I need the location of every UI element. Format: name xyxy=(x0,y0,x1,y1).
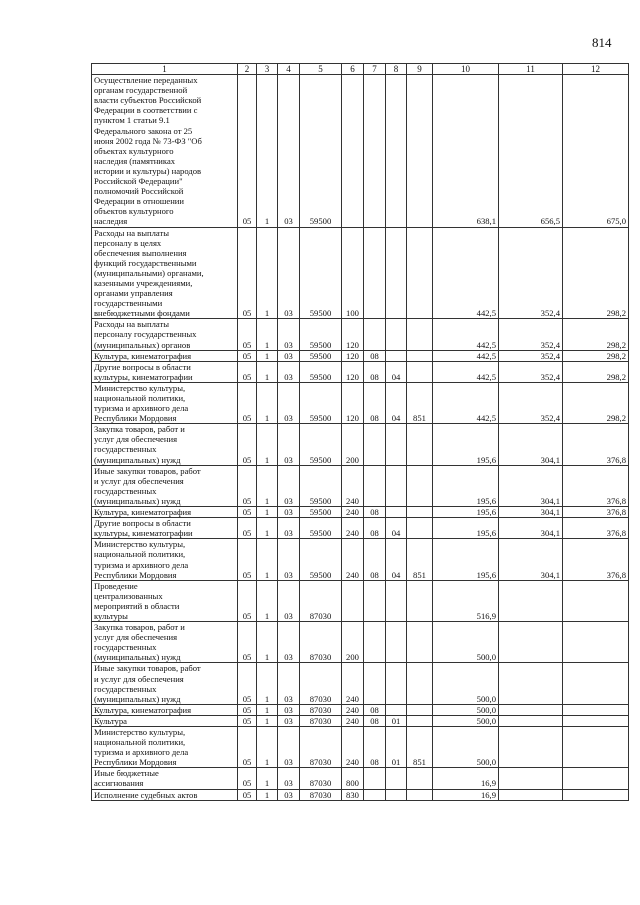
expense-type-cell: 120 xyxy=(342,382,364,423)
subsection-cell: 1 xyxy=(257,663,278,704)
amount-year1-cell: 442,5 xyxy=(433,350,499,361)
table-row xyxy=(92,227,629,319)
target-code-cell: 87030 xyxy=(300,622,342,663)
table-row xyxy=(92,507,629,518)
subsection-cell: 1 xyxy=(257,727,278,768)
expense-type-cell xyxy=(342,75,364,227)
row-name-cell: Министерство культуры, национальной политики, туризма и архивного дела Республики Мордовия xyxy=(92,382,238,423)
amount-year2-cell: 304,1 xyxy=(499,465,563,506)
subsection-code-cell: 04 xyxy=(386,539,407,580)
amount-year1-cell: 195,6 xyxy=(433,539,499,580)
column-header: 9 xyxy=(407,64,433,75)
target-code-cell: 59500 xyxy=(300,227,342,319)
amount-year1-cell: 195,6 xyxy=(433,507,499,518)
item-cell: 03 xyxy=(278,361,300,382)
row-name-cell: Министерство культуры, национальной политики, туризма и архивного дела Республики Мордовия xyxy=(92,727,238,768)
table-row xyxy=(92,789,629,800)
target-code-cell: 87030 xyxy=(300,789,342,800)
column-header: 2 xyxy=(238,64,257,75)
table-header-row xyxy=(92,64,629,75)
ministry-code-cell xyxy=(407,789,433,800)
amount-year2-cell xyxy=(499,727,563,768)
subsection-code-cell: 04 xyxy=(386,518,407,539)
amount-year3-cell: 376,8 xyxy=(563,424,629,465)
section-code-cell: 08 xyxy=(364,350,386,361)
subsection-code-cell xyxy=(386,704,407,715)
ministry-code-cell xyxy=(407,580,433,621)
amount-year3-cell: 298,2 xyxy=(563,227,629,319)
section-cell: 05 xyxy=(238,507,257,518)
amount-year1-cell: 516,9 xyxy=(433,580,499,621)
subsection-cell: 1 xyxy=(257,319,278,350)
ministry-code-cell xyxy=(407,507,433,518)
row-name-cell: Культура xyxy=(92,715,238,726)
table-row xyxy=(92,768,629,789)
amount-year3-cell: 376,8 xyxy=(563,465,629,506)
ministry-code-cell xyxy=(407,465,433,506)
subsection-cell: 1 xyxy=(257,580,278,621)
row-name-cell: Расходы на выплаты персоналу государственных (муниципальных) органов xyxy=(92,319,238,350)
subsection-code-cell xyxy=(386,663,407,704)
subsection-cell: 1 xyxy=(257,361,278,382)
amount-year1-cell: 195,6 xyxy=(433,518,499,539)
amount-year2-cell xyxy=(499,663,563,704)
subsection-cell: 1 xyxy=(257,622,278,663)
subsection-cell: 1 xyxy=(257,518,278,539)
expense-type-cell: 240 xyxy=(342,465,364,506)
amount-year1-cell: 500,0 xyxy=(433,715,499,726)
target-code-cell: 59500 xyxy=(300,465,342,506)
target-code-cell: 87030 xyxy=(300,715,342,726)
amount-year1-cell: 442,5 xyxy=(433,227,499,319)
amount-year2-cell xyxy=(499,580,563,621)
subsection-code-cell xyxy=(386,424,407,465)
section-cell: 05 xyxy=(238,350,257,361)
expense-type-cell: 120 xyxy=(342,350,364,361)
subsection-code-cell xyxy=(386,768,407,789)
ministry-code-cell xyxy=(407,75,433,227)
ministry-code-cell xyxy=(407,361,433,382)
amount-year3-cell xyxy=(563,580,629,621)
subsection-code-cell: 04 xyxy=(386,361,407,382)
subsection-cell: 1 xyxy=(257,789,278,800)
target-code-cell: 59500 xyxy=(300,75,342,227)
section-cell: 05 xyxy=(238,727,257,768)
target-code-cell: 59500 xyxy=(300,539,342,580)
table-row xyxy=(92,465,629,506)
row-name-cell: Другие вопросы в области культуры, кинематографии xyxy=(92,518,238,539)
expense-type-cell: 200 xyxy=(342,622,364,663)
ministry-code-cell xyxy=(407,715,433,726)
section-cell: 05 xyxy=(238,75,257,227)
section-cell: 05 xyxy=(238,580,257,621)
row-name-cell: Министерство культуры, национальной политики, туризма и архивного дела Республики Мордовия xyxy=(92,539,238,580)
row-name-cell: Закупка товаров, работ и услуг для обеспечения государственных (муниципальных) нужд xyxy=(92,424,238,465)
section-cell: 05 xyxy=(238,424,257,465)
target-code-cell: 59500 xyxy=(300,507,342,518)
expense-type-cell: 240 xyxy=(342,663,364,704)
row-name-cell: Расходы на выплаты персоналу в целях обеспечения выполнения функций государственными (муниципальными) органами, казенными учреждениями, органами управления государственными внебюджетными фондами xyxy=(92,227,238,319)
item-cell: 03 xyxy=(278,465,300,506)
amount-year1-cell: 500,0 xyxy=(433,704,499,715)
item-cell: 03 xyxy=(278,727,300,768)
item-cell: 03 xyxy=(278,382,300,423)
row-name-cell: Исполнение судебных актов xyxy=(92,789,238,800)
section-code-cell xyxy=(364,465,386,506)
target-code-cell: 59500 xyxy=(300,319,342,350)
table-row xyxy=(92,350,629,361)
section-cell: 05 xyxy=(238,663,257,704)
subsection-cell: 1 xyxy=(257,227,278,319)
row-name-cell: Закупка товаров, работ и услуг для обеспечения государственных (муниципальных) нужд xyxy=(92,622,238,663)
column-header: 12 xyxy=(563,64,629,75)
section-code-cell xyxy=(364,580,386,621)
item-cell: 03 xyxy=(278,715,300,726)
amount-year3-cell: 298,2 xyxy=(563,319,629,350)
amount-year1-cell: 500,0 xyxy=(433,727,499,768)
expense-type-cell: 120 xyxy=(342,319,364,350)
ministry-code-cell xyxy=(407,768,433,789)
subsection-code-cell xyxy=(386,507,407,518)
section-code-cell: 08 xyxy=(364,382,386,423)
amount-year3-cell: 298,2 xyxy=(563,350,629,361)
column-header: 1 xyxy=(92,64,238,75)
section-code-cell: 08 xyxy=(364,518,386,539)
item-cell: 03 xyxy=(278,424,300,465)
amount-year3-cell xyxy=(563,789,629,800)
table-row xyxy=(92,727,629,768)
table-row xyxy=(92,580,629,621)
amount-year1-cell: 442,5 xyxy=(433,361,499,382)
section-cell: 05 xyxy=(238,704,257,715)
target-code-cell: 59500 xyxy=(300,350,342,361)
target-code-cell: 59500 xyxy=(300,518,342,539)
subsection-code-cell: 01 xyxy=(386,715,407,726)
item-cell: 03 xyxy=(278,704,300,715)
section-code-cell xyxy=(364,424,386,465)
amount-year1-cell: 500,0 xyxy=(433,622,499,663)
ministry-code-cell: 851 xyxy=(407,539,433,580)
item-cell: 03 xyxy=(278,507,300,518)
amount-year2-cell xyxy=(499,789,563,800)
item-cell: 03 xyxy=(278,227,300,319)
amount-year2-cell: 352,4 xyxy=(499,350,563,361)
ministry-code-cell: 851 xyxy=(407,382,433,423)
amount-year3-cell xyxy=(563,727,629,768)
subsection-cell: 1 xyxy=(257,507,278,518)
row-name-cell: Культура, кинематография xyxy=(92,507,238,518)
section-cell: 05 xyxy=(238,789,257,800)
amount-year3-cell: 298,2 xyxy=(563,382,629,423)
amount-year2-cell: 656,5 xyxy=(499,75,563,227)
section-code-cell: 08 xyxy=(364,704,386,715)
amount-year3-cell: 298,2 xyxy=(563,361,629,382)
amount-year3-cell: 376,8 xyxy=(563,507,629,518)
row-name-cell: Культура, кинематография xyxy=(92,704,238,715)
expense-type-cell: 200 xyxy=(342,424,364,465)
amount-year2-cell: 304,1 xyxy=(499,507,563,518)
amount-year1-cell: 442,5 xyxy=(433,319,499,350)
section-cell: 05 xyxy=(238,465,257,506)
table-row xyxy=(92,715,629,726)
amount-year2-cell: 352,4 xyxy=(499,382,563,423)
item-cell: 03 xyxy=(278,663,300,704)
expense-type-cell: 240 xyxy=(342,518,364,539)
subsection-cell: 1 xyxy=(257,539,278,580)
section-code-cell: 08 xyxy=(364,361,386,382)
table-row xyxy=(92,361,629,382)
amount-year3-cell: 675,0 xyxy=(563,75,629,227)
expense-type-cell: 830 xyxy=(342,789,364,800)
item-cell: 03 xyxy=(278,580,300,621)
subsection-code-cell xyxy=(386,350,407,361)
target-code-cell: 59500 xyxy=(300,424,342,465)
table-row xyxy=(92,663,629,704)
section-code-cell xyxy=(364,789,386,800)
amount-year3-cell xyxy=(563,704,629,715)
table-row xyxy=(92,424,629,465)
expense-type-cell: 240 xyxy=(342,704,364,715)
amount-year3-cell xyxy=(563,715,629,726)
row-name-cell: Культура, кинематография xyxy=(92,350,238,361)
column-header: 5 xyxy=(300,64,342,75)
item-cell: 03 xyxy=(278,518,300,539)
ministry-code-cell: 851 xyxy=(407,727,433,768)
table-row xyxy=(92,382,629,423)
section-code-cell xyxy=(364,227,386,319)
section-code-cell: 08 xyxy=(364,507,386,518)
amount-year2-cell: 304,1 xyxy=(499,518,563,539)
expense-type-cell: 240 xyxy=(342,507,364,518)
item-cell: 03 xyxy=(278,622,300,663)
amount-year3-cell xyxy=(563,622,629,663)
ministry-code-cell xyxy=(407,319,433,350)
subsection-code-cell xyxy=(386,789,407,800)
section-cell: 05 xyxy=(238,382,257,423)
subsection-cell: 1 xyxy=(257,715,278,726)
amount-year2-cell xyxy=(499,622,563,663)
subsection-cell: 1 xyxy=(257,75,278,227)
amount-year2-cell xyxy=(499,715,563,726)
amount-year3-cell: 376,8 xyxy=(563,539,629,580)
table-row xyxy=(92,75,629,227)
section-cell: 05 xyxy=(238,539,257,580)
row-name-cell: Иные закупки товаров, работ и услуг для обеспечения государственных (муниципальных) нужд xyxy=(92,465,238,506)
row-name-cell: Осуществление переданных органам государственной власти субъектов Российской Федерации в соответствии с пунктом 1 статьи 9.1 Федерального закона от 25 июня 2002 года № 73-ФЗ "Об объектах культурного наследия (памятниках истории и культуры) народов Российской Федерации" полномочий Российской Федерации в отношении объектов культурного наследия xyxy=(92,75,238,227)
target-code-cell: 87030 xyxy=(300,580,342,621)
expense-type-cell: 100 xyxy=(342,227,364,319)
section-cell: 05 xyxy=(238,319,257,350)
item-cell: 03 xyxy=(278,768,300,789)
ministry-code-cell xyxy=(407,622,433,663)
subsection-cell: 1 xyxy=(257,465,278,506)
section-cell: 05 xyxy=(238,361,257,382)
column-header: 6 xyxy=(342,64,364,75)
subsection-code-cell xyxy=(386,75,407,227)
item-cell: 03 xyxy=(278,789,300,800)
amount-year1-cell: 638,1 xyxy=(433,75,499,227)
section-code-cell xyxy=(364,622,386,663)
ministry-code-cell xyxy=(407,227,433,319)
table-row xyxy=(92,518,629,539)
target-code-cell: 87030 xyxy=(300,727,342,768)
target-code-cell: 87030 xyxy=(300,663,342,704)
row-name-cell: Другие вопросы в области культуры, кинематографии xyxy=(92,361,238,382)
column-header: 7 xyxy=(364,64,386,75)
expense-type-cell: 240 xyxy=(342,715,364,726)
expense-type-cell: 240 xyxy=(342,539,364,580)
amount-year1-cell: 195,6 xyxy=(433,424,499,465)
subsection-code-cell: 01 xyxy=(386,727,407,768)
amount-year1-cell: 195,6 xyxy=(433,465,499,506)
row-name-cell: Проведение централизованных мероприятий в области культуры xyxy=(92,580,238,621)
subsection-code-cell xyxy=(386,227,407,319)
subsection-code-cell xyxy=(386,580,407,621)
section-code-cell xyxy=(364,768,386,789)
amount-year2-cell: 352,4 xyxy=(499,319,563,350)
amount-year2-cell xyxy=(499,704,563,715)
item-cell: 03 xyxy=(278,75,300,227)
subsection-code-cell xyxy=(386,622,407,663)
amount-year3-cell xyxy=(563,663,629,704)
amount-year1-cell: 16,9 xyxy=(433,768,499,789)
ministry-code-cell xyxy=(407,663,433,704)
column-header: 8 xyxy=(386,64,407,75)
section-cell: 05 xyxy=(238,518,257,539)
amount-year2-cell: 304,1 xyxy=(499,424,563,465)
section-code-cell: 08 xyxy=(364,727,386,768)
column-header: 10 xyxy=(433,64,499,75)
section-code-cell: 08 xyxy=(364,715,386,726)
subsection-cell: 1 xyxy=(257,768,278,789)
subsection-cell: 1 xyxy=(257,350,278,361)
table-row xyxy=(92,319,629,350)
ministry-code-cell xyxy=(407,350,433,361)
section-code-cell: 08 xyxy=(364,539,386,580)
subsection-cell: 1 xyxy=(257,382,278,423)
amount-year1-cell: 500,0 xyxy=(433,663,499,704)
section-cell: 05 xyxy=(238,227,257,319)
section-code-cell xyxy=(364,319,386,350)
target-code-cell: 59500 xyxy=(300,382,342,423)
amount-year3-cell: 376,8 xyxy=(563,518,629,539)
page-number: 814 xyxy=(592,35,612,50)
subsection-code-cell: 04 xyxy=(386,382,407,423)
target-code-cell: 87030 xyxy=(300,768,342,789)
column-header: 4 xyxy=(278,64,300,75)
target-code-cell: 87030 xyxy=(300,704,342,715)
section-code-cell xyxy=(364,75,386,227)
amount-year1-cell: 16,9 xyxy=(433,789,499,800)
table-row xyxy=(92,622,629,663)
column-header: 3 xyxy=(257,64,278,75)
section-code-cell xyxy=(364,663,386,704)
section-cell: 05 xyxy=(238,768,257,789)
table-row xyxy=(92,704,629,715)
table-row xyxy=(92,539,629,580)
item-cell: 03 xyxy=(278,319,300,350)
subsection-code-cell xyxy=(386,465,407,506)
budget-table xyxy=(91,63,629,801)
ministry-code-cell xyxy=(407,518,433,539)
item-cell: 03 xyxy=(278,539,300,580)
subsection-cell: 1 xyxy=(257,424,278,465)
amount-year2-cell: 352,4 xyxy=(499,227,563,319)
amount-year2-cell: 352,4 xyxy=(499,361,563,382)
subsection-code-cell xyxy=(386,319,407,350)
expense-type-cell: 120 xyxy=(342,361,364,382)
amount-year2-cell: 304,1 xyxy=(499,539,563,580)
target-code-cell: 59500 xyxy=(300,361,342,382)
amount-year2-cell xyxy=(499,768,563,789)
ministry-code-cell xyxy=(407,704,433,715)
ministry-code-cell xyxy=(407,424,433,465)
row-name-cell: Иные бюджетные ассигнования xyxy=(92,768,238,789)
amount-year3-cell xyxy=(563,768,629,789)
row-name-cell: Иные закупки товаров, работ и услуг для обеспечения государственных (муниципальных) нужд xyxy=(92,663,238,704)
item-cell: 03 xyxy=(278,350,300,361)
amount-year1-cell: 442,5 xyxy=(433,382,499,423)
section-cell: 05 xyxy=(238,622,257,663)
section-cell: 05 xyxy=(238,715,257,726)
expense-type-cell: 240 xyxy=(342,727,364,768)
column-header: 11 xyxy=(499,64,563,75)
expense-type-cell xyxy=(342,580,364,621)
subsection-cell: 1 xyxy=(257,704,278,715)
expense-type-cell: 800 xyxy=(342,768,364,789)
